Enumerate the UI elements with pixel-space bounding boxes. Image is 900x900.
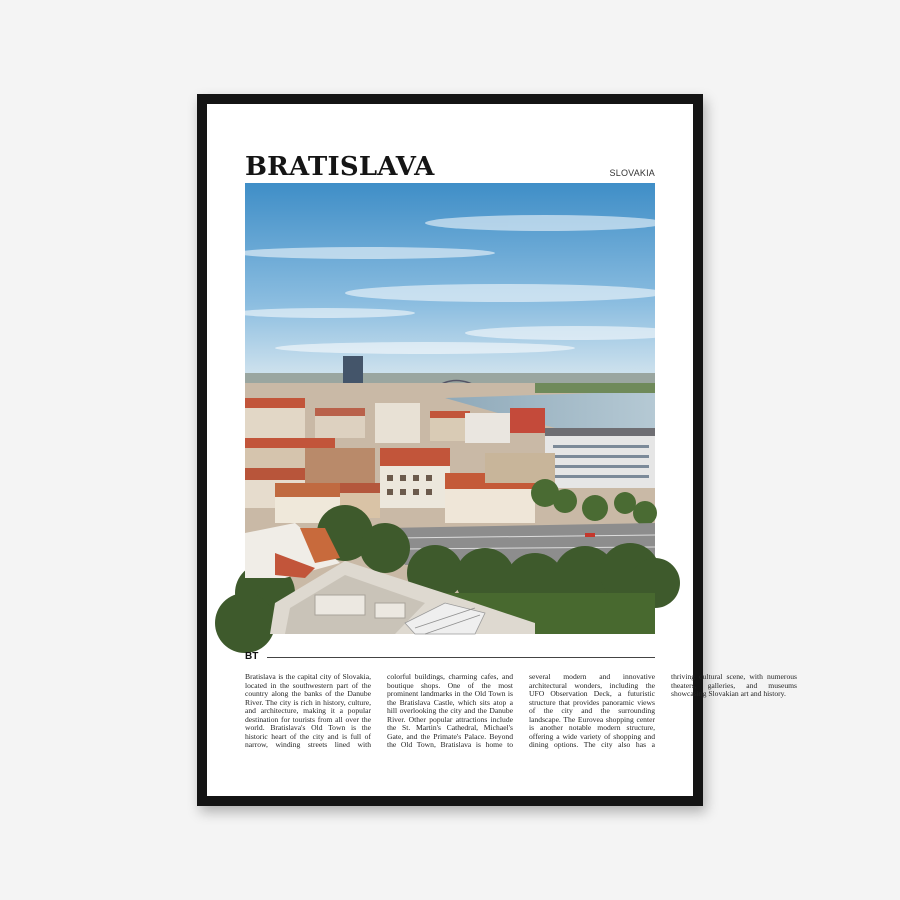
country-label: SLOVAKIA <box>609 168 655 178</box>
city-description: Bratislava is the capital city of Slovakia, located in the southwestern part of the country along the banks of the Danube River. The city is rich in history, culture, and architecture, making it a popular destination for tourists from all over the world. Bratislava's Old Town is the historic heart of the city and is full of narrow, winding streets lined with colorful buildings, charming cafes, and boutique shops. One of the most prominent landmarks in the Old Town is the Bratislava Castle, which sits atop a hill overlooking the city and the Danube River. Other popular attractions include the St. Martin's Cathedral, Michael's Gate, and the Primate's Palace. Beyond the Old Town, Bratislava is home to several modern and innovative architectural wonders, including the UFO Observation Deck, a futuristic structure that provides panoramic views of the city and the surrounding landscape. The Eurovea shopping center is another notable modern structure, offering a wide variety of shopping and dining options. The city also has a thriving cultural scene, with numerous theaters, galleries, and museums showcasing Slovakian art and history. <box>245 672 797 749</box>
picture-frame <box>197 94 797 806</box>
divider-line <box>267 657 655 658</box>
city-photo <box>245 183 655 634</box>
poster <box>207 104 797 796</box>
city-photo-illustration <box>245 183 655 634</box>
city-code: BT <box>245 651 259 662</box>
poster-title: BRATISLAVA <box>245 152 435 182</box>
